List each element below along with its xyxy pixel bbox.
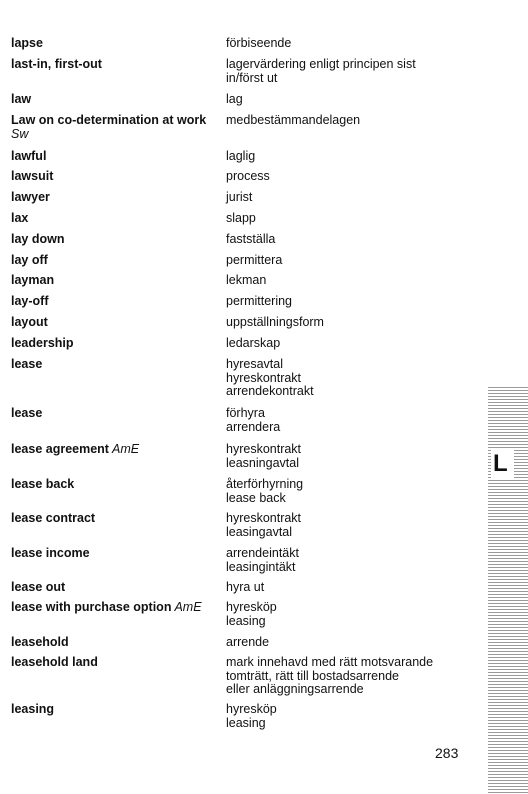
thumb-index-tab [488, 385, 528, 794]
entry-translation [226, 212, 484, 226]
tab-stripe [488, 390, 528, 391]
tab-stripe [488, 570, 528, 571]
term-text: layout [11, 315, 48, 329]
translation-line: hyreskontrakt [226, 511, 302, 525]
translation-line: hyresköp [226, 600, 277, 614]
entry-term [11, 656, 223, 670]
tab-stripe [488, 480, 528, 481]
entry-translation [226, 443, 484, 470]
term-text: leasehold land [11, 655, 98, 669]
tab-stripe [488, 588, 528, 589]
entry-translation [226, 170, 484, 184]
term-text: lawyer [11, 190, 50, 204]
tab-stripe [488, 786, 528, 787]
term-text: lax [11, 211, 29, 225]
entry-term [11, 150, 223, 164]
term-text: lay-off [11, 294, 49, 308]
entry-term [11, 512, 223, 526]
tab-stripe [488, 732, 528, 733]
translation-line: permittering [226, 294, 292, 308]
tab-stripe [488, 759, 528, 760]
tab-stripe [488, 756, 528, 757]
tab-stripe [488, 549, 528, 550]
entry-term [11, 316, 223, 330]
tab-stripe [488, 675, 528, 676]
term-text: Law on co-determination at work [11, 113, 207, 127]
tab-stripe [488, 642, 528, 643]
entry-term [11, 443, 223, 457]
tab-stripe [488, 762, 528, 763]
tab-stripe [488, 432, 528, 433]
translation-line: hyresavtal [226, 357, 283, 371]
tab-stripe [488, 423, 528, 424]
tab-stripe [488, 627, 528, 628]
tab-stripe [488, 582, 528, 583]
tab-stripe [488, 414, 528, 415]
tab-stripe [488, 726, 528, 727]
tab-stripe [488, 393, 528, 394]
tab-stripe [488, 528, 528, 529]
tab-stripe [488, 621, 528, 622]
term-text: layman [11, 273, 55, 287]
translation-line: eller anläggningsarrende [226, 682, 364, 696]
entry-term [11, 58, 223, 72]
tab-stripe [488, 606, 528, 607]
translation-line: mark innehavd med rätt motsvarande [226, 655, 434, 669]
tab-stripe [488, 615, 528, 616]
tab-stripe [488, 735, 528, 736]
entry-term [11, 601, 223, 615]
tab-stripe [488, 777, 528, 778]
tab-stripe [488, 555, 528, 556]
translation-line: jurist [226, 190, 253, 204]
entry-translation [226, 295, 484, 309]
translation-line: hyresköp [226, 702, 277, 716]
tab-stripe [488, 408, 528, 409]
translation-line: leasingintäkt [226, 559, 296, 574]
entry-translation [226, 58, 484, 85]
term-usage-tag: AmE [108, 442, 140, 456]
entry-translation [226, 358, 484, 399]
tab-stripe [488, 411, 528, 412]
tab-stripe [488, 669, 528, 670]
translation-line: återförhyrning [226, 477, 304, 491]
tab-stripe [488, 531, 528, 532]
entry-translation [226, 547, 484, 574]
tab-stripe [488, 699, 528, 700]
tab-stripe [488, 594, 528, 595]
term-text: lease [11, 406, 43, 420]
tab-stripe [488, 561, 528, 562]
tab-stripe [488, 537, 528, 538]
translation-line: lease back [226, 490, 286, 505]
tab-stripe [488, 405, 528, 406]
tab-stripe [488, 657, 528, 658]
entry-term [11, 478, 223, 492]
entry-term [11, 581, 223, 595]
term-usage-tag: Sw [11, 126, 29, 141]
tab-stripe [488, 765, 528, 766]
tab-stripe [488, 486, 528, 487]
translation-line: medbestämmandelagen [226, 113, 361, 127]
tab-stripe [488, 492, 528, 493]
tab-stripe [488, 495, 528, 496]
entry-translation [226, 636, 484, 650]
term-text: lease with purchase option [11, 600, 172, 614]
tab-stripe [488, 792, 528, 793]
tab-stripe [488, 708, 528, 709]
entry-translation [226, 316, 484, 330]
tab-stripe [488, 564, 528, 565]
tab-stripe [488, 489, 528, 490]
tab-stripe [488, 525, 528, 526]
translation-line: förbiseende [226, 36, 292, 50]
tab-stripe [488, 513, 528, 514]
translation-line: lagervärdering enligt principen sist [226, 57, 416, 71]
translation-line: arrendeintäkt [226, 546, 299, 560]
tab-stripe [488, 651, 528, 652]
entry-term [11, 636, 223, 650]
entry-translation [226, 114, 484, 128]
tab-stripe [488, 417, 528, 418]
tab-stripe [488, 714, 528, 715]
tab-stripe [488, 543, 528, 544]
entry-term [11, 191, 223, 205]
translation-line: laglig [226, 149, 256, 163]
tab-stripe [488, 501, 528, 502]
tab-stripe [488, 426, 528, 427]
translation-line: leasningavtal [226, 455, 299, 470]
tab-stripe [488, 546, 528, 547]
page-number: 283 [435, 745, 459, 761]
term-text: leasing [11, 702, 55, 716]
tab-stripe [488, 387, 528, 388]
translation-line: hyreskontrakt [226, 442, 302, 456]
tab-stripe [488, 441, 528, 442]
tab-stripe [488, 573, 528, 574]
term-text: lay off [11, 253, 48, 267]
term-text: leadership [11, 336, 74, 350]
tab-stripe [488, 753, 528, 754]
entry-translation [226, 581, 484, 595]
tab-stripe [488, 696, 528, 697]
tab-stripe [488, 552, 528, 553]
tab-stripe [488, 576, 528, 577]
tab-stripe [488, 399, 528, 400]
term-text: lease [11, 357, 43, 371]
translation-line: leasingavtal [226, 524, 293, 539]
entry-translation [226, 93, 484, 107]
term-text: lawsuit [11, 169, 54, 183]
translation-line: hyreskontrakt [226, 370, 302, 385]
entry-term [11, 93, 223, 107]
term-text: last-in, first-out [11, 57, 102, 71]
tab-stripe [488, 396, 528, 397]
translation-line: slapp [226, 211, 256, 225]
translation-line: process [226, 169, 270, 183]
tab-stripe [488, 738, 528, 739]
tab-stripe [488, 723, 528, 724]
tab-stripe [488, 447, 528, 448]
tab-stripe [488, 693, 528, 694]
entry-translation [226, 656, 484, 697]
entry-term [11, 274, 223, 288]
tab-stripe [488, 633, 528, 634]
translation-line: tomträtt, rätt till bostadsarrende [226, 668, 399, 683]
entry-term [11, 337, 223, 351]
tab-stripe [488, 444, 528, 445]
tab-stripe [488, 591, 528, 592]
entry-term [11, 212, 223, 226]
term-text: lapse [11, 36, 43, 50]
tab-stripe [488, 534, 528, 535]
tab-stripe [488, 519, 528, 520]
tab-stripe [488, 684, 528, 685]
translation-line: uppställningsform [226, 315, 324, 329]
translation-line: lag [226, 92, 243, 106]
tab-stripe [488, 609, 528, 610]
term-text: lawful [11, 149, 47, 163]
tab-stripe [488, 585, 528, 586]
tab-stripe [488, 438, 528, 439]
tab-stripe [488, 690, 528, 691]
entry-term [11, 547, 223, 561]
tab-stripe [488, 618, 528, 619]
translation-line: förhyra [226, 406, 265, 420]
tab-stripe [488, 747, 528, 748]
term-text: law [11, 92, 32, 106]
tab-stripe [488, 744, 528, 745]
entry-term [11, 407, 223, 421]
tab-stripe [488, 612, 528, 613]
entry-translation [226, 337, 484, 351]
tab-stripe [488, 504, 528, 505]
entry-translation [226, 233, 484, 247]
tab-stripe [488, 420, 528, 421]
entry-translation [226, 601, 484, 628]
tab-stripe [488, 435, 528, 436]
entry-term [11, 358, 223, 372]
translation-line: leasing [226, 613, 266, 628]
tab-stripe [488, 660, 528, 661]
tab-stripe [488, 648, 528, 649]
tab-stripe [488, 663, 528, 664]
translation-line: ledarskap [226, 336, 281, 350]
entry-term [11, 703, 223, 717]
tab-stripe [488, 729, 528, 730]
tab-stripe [488, 567, 528, 568]
term-text: lease contract [11, 511, 96, 525]
entry-translation [226, 37, 484, 51]
term-text: lease back [11, 477, 75, 491]
entry-translation [226, 150, 484, 164]
translation-line: permittera [226, 253, 283, 267]
tab-stripe [488, 624, 528, 625]
term-usage-tag: AmE [171, 600, 202, 614]
tab-stripe [488, 429, 528, 430]
tab-stripe [488, 645, 528, 646]
entry-translation [226, 478, 484, 505]
translation-line: arrende [226, 635, 270, 649]
translation-line: arrendekontrakt [226, 384, 314, 398]
translation-line: fastställa [226, 232, 276, 246]
tab-stripe [488, 720, 528, 721]
entry-term [11, 233, 223, 247]
tab-stripe [488, 483, 528, 484]
tab-stripe [488, 672, 528, 673]
tab-stripe [488, 597, 528, 598]
entry-term [11, 37, 223, 51]
translation-line: leasing [226, 715, 266, 730]
tab-stripe [488, 783, 528, 784]
tab-stripe [488, 750, 528, 751]
translation-line: hyra ut [226, 580, 265, 594]
term-text: lay down [11, 232, 65, 246]
tab-stripe [488, 774, 528, 775]
entry-term [11, 254, 223, 268]
tab-stripe [488, 507, 528, 508]
tab-stripe [488, 558, 528, 559]
tab-stripe [488, 717, 528, 718]
tab-stripe [488, 768, 528, 769]
entry-term [11, 170, 223, 184]
entry-translation [226, 512, 484, 539]
tab-stripe [488, 516, 528, 517]
entry-term [11, 295, 223, 309]
thumb-index-letter: L [491, 450, 514, 478]
entry-term [11, 114, 223, 141]
entry-translation [226, 191, 484, 205]
tab-stripe [488, 579, 528, 580]
tab-stripe [488, 666, 528, 667]
translation-line: in/först ut [226, 70, 278, 85]
term-text: lease out [11, 580, 66, 594]
translation-line: arrendera [226, 419, 281, 434]
tab-stripe [488, 702, 528, 703]
tab-stripe [488, 630, 528, 631]
translation-line: lekman [226, 273, 267, 287]
tab-stripe [488, 402, 528, 403]
tab-stripe [488, 654, 528, 655]
tab-stripe [488, 771, 528, 772]
tab-stripe [488, 681, 528, 682]
tab-stripe [488, 636, 528, 637]
term-text: leasehold [11, 635, 69, 649]
tab-stripe [488, 522, 528, 523]
tab-stripe [488, 780, 528, 781]
entry-translation [226, 274, 484, 288]
tab-stripe [488, 603, 528, 604]
tab-stripe [488, 600, 528, 601]
term-text: lease income [11, 546, 90, 560]
tab-stripe [488, 678, 528, 679]
tab-stripe [488, 711, 528, 712]
tab-stripe [488, 510, 528, 511]
tab-stripe [488, 498, 528, 499]
tab-stripe [488, 540, 528, 541]
tab-stripe [488, 687, 528, 688]
term-text: lease agreement [11, 442, 109, 456]
tab-stripe [488, 789, 528, 790]
entry-translation [226, 254, 484, 268]
tab-stripe [488, 639, 528, 640]
tab-stripe [488, 741, 528, 742]
entry-translation [226, 407, 484, 434]
tab-stripe [488, 705, 528, 706]
entry-translation [226, 703, 484, 730]
